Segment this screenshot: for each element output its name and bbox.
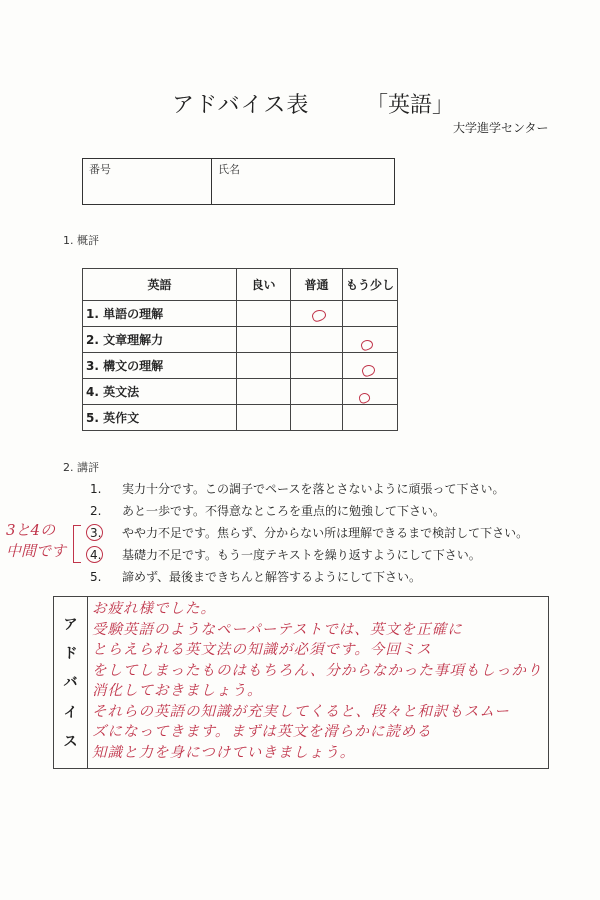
column-header-good: 良い: [237, 269, 291, 301]
row-label: 4. 英文法: [83, 379, 237, 405]
advice-label-char: バ: [63, 675, 78, 692]
advice-label: [54, 597, 88, 768]
section-heading-review: 2. 講評: [63, 461, 99, 474]
organization-name: 大学進学センター: [453, 121, 549, 135]
advice-box: [53, 596, 549, 769]
advice-line: をしてしまったものはもちろん、分からなかった事項もしっかり: [92, 662, 543, 679]
hand-circle-mark-icon: [311, 308, 328, 323]
column-header-average: 普通: [291, 269, 343, 301]
comment-text: 諦めず、最後まできちんと解答するようにして下さい。: [122, 570, 422, 584]
comment-list: [88, 478, 528, 588]
cell-good[interactable]: [237, 353, 291, 379]
list-item: [88, 544, 528, 566]
comment-number: 4.: [90, 548, 102, 562]
table-row: [83, 327, 398, 353]
comment-number: 1.: [90, 482, 102, 496]
name-label: 氏名: [218, 163, 240, 176]
hand-circle-mark-icon: [360, 338, 375, 352]
evaluation-table: [82, 268, 398, 431]
table-row: [83, 405, 398, 431]
advice-line: 知識と力を身につけていきましょう。: [92, 744, 356, 761]
advice-line: とらえられる英文法の知識が必須です。今回ミス: [92, 642, 432, 658]
number-field[interactable]: [83, 159, 212, 204]
row-label: 3. 構文の理解: [83, 353, 237, 379]
student-id-box: [82, 158, 395, 205]
comment-text: あと一歩です。不得意なところを重点的に勉強して下さい。: [122, 504, 446, 518]
subject-title: 「英語」: [366, 93, 455, 118]
row-label: 1. 単語の理解: [83, 301, 237, 327]
hand-circle-mark-icon: [361, 363, 377, 378]
comment-number: 2.: [90, 504, 102, 518]
section-heading-overview: 1. 概評: [63, 234, 99, 247]
comment-number: 3.: [90, 526, 102, 540]
hand-circle-mark-icon: [358, 391, 372, 404]
row-label: 2. 文章理解力: [83, 327, 237, 353]
list-item: [88, 478, 528, 500]
cell-good[interactable]: [237, 301, 291, 327]
comment-text: やや力不足です。焦らず、分からない所は理解できるまで検討して下さい。: [122, 526, 529, 540]
table-row: [83, 379, 398, 405]
advice-label-char: ア: [63, 616, 78, 633]
row-label: 5. 英作文: [83, 405, 237, 431]
cell-needs-work[interactable]: [343, 353, 398, 379]
cell-needs-work[interactable]: [343, 405, 398, 431]
cell-good[interactable]: [237, 405, 291, 431]
hand-bracket-icon: [73, 525, 81, 563]
cell-needs-work[interactable]: [343, 301, 398, 327]
cell-needs-work[interactable]: [343, 327, 398, 353]
cell-average[interactable]: [291, 301, 343, 327]
list-item: [88, 500, 528, 522]
advice-handwritten-text: [88, 597, 548, 768]
cell-good[interactable]: [237, 327, 291, 353]
comment-text: 基礎力不足です。もう一度テキストを繰り返すようにして下さい。: [122, 548, 481, 562]
cell-average[interactable]: [291, 327, 343, 353]
hand-circle-icon: [86, 524, 103, 541]
name-field[interactable]: [212, 159, 394, 204]
list-item: [88, 522, 528, 544]
advice-label-char: イ: [63, 704, 78, 721]
margin-note-line: 中間です: [6, 542, 67, 560]
cell-good[interactable]: [237, 379, 291, 405]
advice-label-char: ド: [63, 646, 78, 663]
margin-note-line: 3と4の: [6, 521, 56, 539]
advice-line: 受験英語のようなペーパーテストでは、英文を正確に: [92, 621, 463, 638]
column-header-needs-work: もう少し: [343, 269, 398, 301]
cell-average[interactable]: [291, 405, 343, 431]
table-row: [83, 353, 398, 379]
advice-line: 消化しておきましょう。: [92, 683, 263, 699]
advice-line: ズになってきます。まずは英文を滑らかに読める: [92, 724, 432, 740]
cell-average[interactable]: [291, 379, 343, 405]
table-row: [83, 301, 398, 327]
number-label: 番号: [89, 163, 111, 176]
comment-number: 5.: [90, 570, 102, 584]
column-header-subject: 英語: [83, 269, 237, 301]
advice-line: お疲れ様でした。: [92, 601, 216, 617]
comment-text: 実力十分です。この調子でペースを落とさないように頑張って下さい。: [122, 482, 505, 496]
list-item: [88, 566, 528, 588]
cell-needs-work[interactable]: [343, 379, 398, 405]
advice-line: それらの英語の知識が充実してくると、段々と和訳もスムー: [92, 703, 510, 720]
table-header-row: [83, 269, 398, 301]
handwritten-margin-note: [6, 520, 66, 562]
advice-label-char: ス: [63, 734, 78, 751]
document-title: アドバイス表: [172, 93, 310, 118]
hand-circle-icon: [86, 546, 103, 563]
cell-average[interactable]: [291, 353, 343, 379]
